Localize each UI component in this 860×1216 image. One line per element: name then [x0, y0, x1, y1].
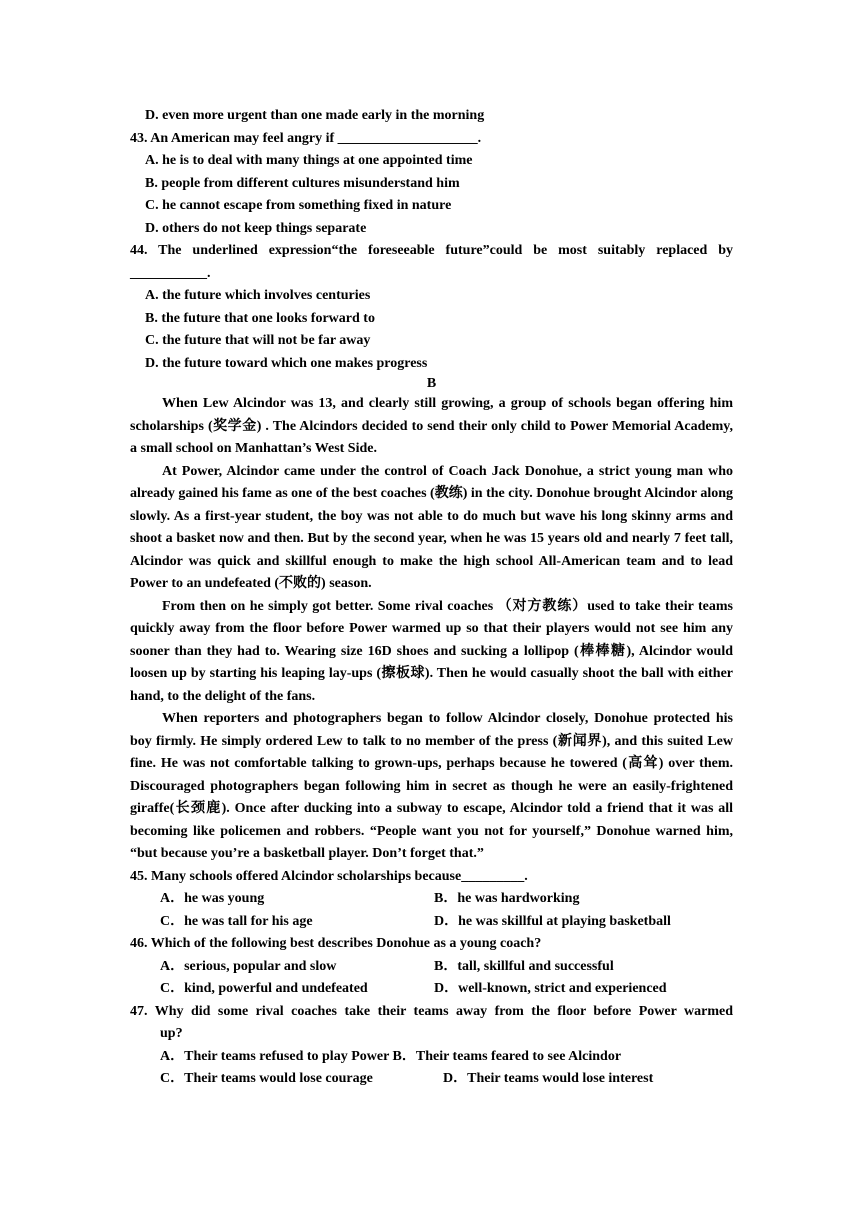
q43-option-d: D. others do not keep things separate [145, 220, 367, 236]
passage-paragraph: When Lew Alcindor was 13, and clearly still growing, a group of schools began offering him scholarships (奖学金) . The Alcindors decided to send their only child to Power Memorial Academy, a small school on Manhattan’s West Side. [130, 396, 733, 456]
q42-option-d: D. even more urgent than one made early in the morning [145, 108, 485, 123]
q47-stem-continuation: up? [160, 1026, 183, 1041]
q47-option-c: C．Their teams would lose courage [160, 1071, 373, 1086]
exam-page [130, 105, 733, 1091]
q44-option-b: B. the future that one looks forward to [145, 310, 375, 326]
q44-option-d: D. the future toward which one makes progress [145, 355, 428, 371]
q47-options-a-b: A．Their teams refused to play Power B．Their teams feared to see Alcindor [160, 1048, 622, 1064]
q44-stem: 44. The underlined expression“the foreseeable future”could be most suitably replaced by [130, 243, 733, 258]
q46-options-row-2 [130, 978, 733, 1001]
q45-option-b: B．he was hardworking [434, 891, 580, 906]
q46-option-d: D．well-known, strict and experienced [434, 981, 667, 996]
q46-stem: 46. Which of the following best describes Donohue as a young coach? [130, 936, 542, 951]
q45-option-d: D．he was skillful at playing basketball [434, 913, 671, 929]
passage-paragraph: When reporters and photographers began to follow Alcindor closely, Donohue protected his boy firmly. He simply ordered Lew to talk to no member of the press (新闻界), and this suited Lew fine. He was not comfortable talking to grown-ups, perhaps because he towered (高耸) over them. Discouraged photographers began following him in secret as though he were an easily-frightened giraffe(长颈鹿). Once after ducking into a subway to escape, Alcindor told a friend that it was all becoming like policemen and robbers. “People want you not for yourself,” Donohue warned him, “but because you’re a basketball player. Don’t forget that.” [130, 711, 733, 861]
q45-options-row-1 [130, 888, 733, 911]
q46-option-c: C．kind, powerful and undefeated [160, 981, 368, 996]
reading-passage [130, 393, 733, 866]
q43-option-a: A. he is to deal with many things at one appointed time [145, 153, 473, 168]
q44-option-c: C. the future that will not be far away [145, 333, 371, 348]
q47-options-row-2 [130, 1068, 733, 1091]
passage-paragraph: From then on he simply got better. Some rival coaches （对方教练）used to take their teams quickly away from the floor before Power warmed up so that their players would not see him any sooner than they had to. Wearing size 16D shoes and sucking a lollipop (棒棒糖), Alcindor would loosen up by starting his leaping lay-ups (擦板球). Then he would casually shoot the ball with either hand, to the delight of the fans. [130, 598, 733, 704]
passage-paragraph: At Power, Alcindor came under the control of Coach Jack Donohue, a strict young man who already gained his fame as one of the best coaches (教练) in the city. Donohue brought Alcindor along slowly. As a first-year student, the boy was not able to do much but wave his long skinny arms and shoot a basket now and then. But by the second year, when he was 15 years old and nearly 7 feet tall, Alcindor was quick and skillful enough to make the high school All-American team and to lead Power to an undefeated (不败的) season. [130, 463, 733, 591]
q44-stem-continuation: ___________. [130, 265, 211, 281]
q45-stem: 45. Many schools offered Alcindor scholarships because_________. [130, 868, 528, 884]
q46-options-row-1 [130, 956, 733, 979]
q43-option-c: C. he cannot escape from something fixed in nature [145, 198, 452, 213]
q45-option-a: A．he was young [160, 891, 265, 906]
q43-stem: 43. An American may feel angry if ____________________. [130, 130, 482, 146]
section-heading: B [426, 376, 437, 391]
q47-option-d: D．Their teams would lose interest [443, 1071, 654, 1086]
q46-option-b: B．tall, skillful and successful [434, 958, 614, 974]
q45-option-c: C．he was tall for his age [160, 913, 313, 929]
q47-stem: 47. Why did some rival coaches take their teams away from the floor before Power warmed [130, 1003, 733, 1019]
q45-options-row-2 [130, 911, 733, 934]
q46-option-a: A．serious, popular and slow [160, 958, 337, 974]
q44-option-a: A. the future which involves centuries [145, 288, 371, 303]
q43-option-b: B. people from different cultures misunderstand him [145, 175, 460, 191]
